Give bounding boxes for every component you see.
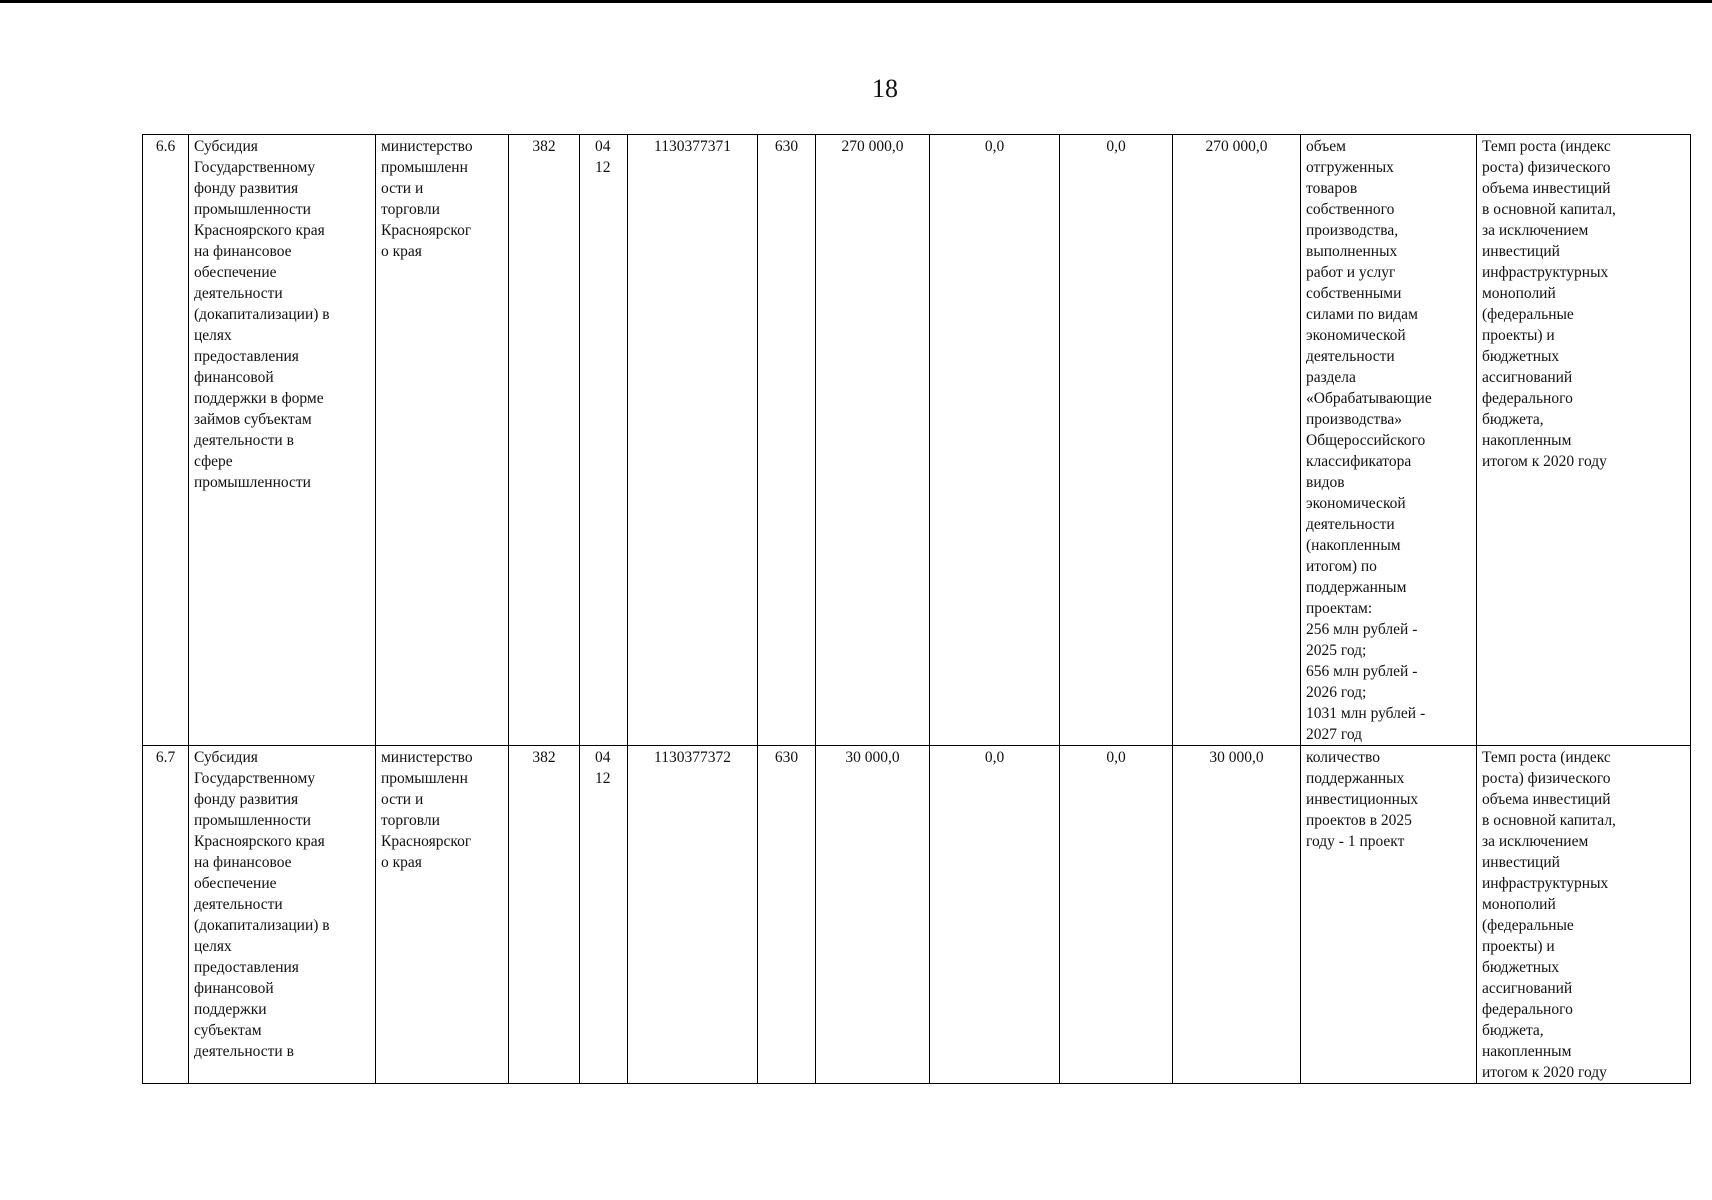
cell-text-line: итогом к 2020 году — [1482, 1064, 1607, 1081]
responsible-agency — [376, 746, 509, 1084]
cell-text-line: Государственному — [194, 159, 316, 176]
cell-text-line: Темп роста (индекс — [1482, 138, 1611, 155]
cell-text-line: Субсидия — [194, 749, 258, 766]
cell-text-line: Общероссийского — [1306, 432, 1426, 449]
cell-text-line: промышленн — [381, 770, 468, 787]
row-number: 6.7 — [143, 746, 189, 1084]
cell-text-line: в основной капитал, — [1482, 812, 1616, 829]
cell-text-line: раздела — [1306, 369, 1356, 386]
cell-text-line: промышленн — [381, 159, 468, 176]
section-code — [580, 135, 628, 746]
cell-text-line: инвестиций — [1482, 243, 1560, 260]
cell-text-line: объема инвестиций — [1482, 791, 1611, 808]
cell-text-line: объем — [1306, 138, 1346, 155]
table-row — [143, 135, 1691, 746]
cell-text-line: промышленности — [194, 474, 311, 491]
cell-text-line: проектам: — [1306, 600, 1373, 617]
table-row — [143, 746, 1691, 1084]
cell-text-line: за исключением — [1482, 833, 1589, 850]
target-indicator — [1477, 746, 1691, 1084]
amount-2026: 0,0 — [930, 746, 1060, 1084]
cell-text-line: инфраструктурных — [1482, 875, 1609, 892]
cell-text-line: 04 — [595, 138, 611, 155]
cell-text-line: сфере — [194, 453, 233, 470]
cell-text-line: 12 — [595, 159, 611, 176]
cell-text-line: деятельности в — [194, 432, 294, 449]
cell-text-line: «Обрабатывающие — [1306, 390, 1432, 407]
cell-text-line: предоставления — [194, 959, 299, 976]
cell-text-line: бюджета, — [1482, 411, 1544, 428]
cell-text-line: министерство — [381, 749, 473, 766]
cell-text-line: 656 млн рублей - — [1306, 663, 1418, 680]
cell-text-line: целях — [194, 938, 232, 955]
cell-text-line: бюджета, — [1482, 1022, 1544, 1039]
cell-text-line: деятельности — [194, 285, 283, 302]
cell-text-line: промышленности — [194, 812, 311, 829]
cell-text-line: экономической — [1306, 495, 1406, 512]
cell-text-line: году - 1 проект — [1306, 833, 1405, 850]
expected-result — [1301, 746, 1477, 1084]
cell-text-line: субъектам — [194, 1022, 262, 1039]
amount-2027: 0,0 — [1060, 135, 1173, 746]
cell-text-line: 256 млн рублей - — [1306, 621, 1418, 638]
cell-text-line: Красноярског — [381, 833, 472, 850]
row-number: 6.6 — [143, 135, 189, 746]
cell-text-line: 2025 год; — [1306, 642, 1367, 659]
amount-2026: 0,0 — [930, 135, 1060, 746]
measure-name — [189, 746, 376, 1084]
responsible-agency — [376, 135, 509, 746]
cell-text-line: финансовой — [194, 980, 274, 997]
cell-text-line: (докапитализации) в — [194, 917, 330, 934]
target-article-code: 1130377372 — [628, 746, 758, 1084]
cell-text-line: деятельности — [194, 896, 283, 913]
amount-period-total: 30 000,0 — [1173, 746, 1301, 1084]
cell-text-line: монополий — [1482, 285, 1556, 302]
cell-text-line: обеспечение — [194, 264, 277, 281]
cell-text-line: видов — [1306, 474, 1345, 491]
amount-2027: 0,0 — [1060, 746, 1173, 1084]
cell-text-line: федерального — [1482, 1001, 1573, 1018]
cell-text-line: поддержанным — [1306, 579, 1407, 596]
cell-text-line: проектов в 2025 — [1306, 812, 1412, 829]
cell-text-line: бюджетных — [1482, 348, 1560, 365]
cell-text-line: собственными — [1306, 285, 1402, 302]
cell-text-line: производства» — [1306, 411, 1403, 428]
cell-text-line: Красноярского края — [194, 833, 325, 850]
cell-text-line: Субсидия — [194, 138, 258, 155]
cell-text-line: (федеральные — [1482, 917, 1574, 934]
cell-text-line: поддержанных — [1306, 770, 1405, 787]
cell-text-line: монополий — [1482, 896, 1556, 913]
cell-text-line: 2027 год — [1306, 726, 1363, 743]
cell-text-line: торговли — [381, 812, 440, 829]
cell-text-line: фонду развития — [194, 791, 299, 808]
cell-text-line: поддержки — [194, 1001, 267, 1018]
cell-text-line: в основной капитал, — [1482, 201, 1616, 218]
cell-text-line: целях — [194, 327, 232, 344]
cell-text-line: (федеральные — [1482, 306, 1574, 323]
cell-text-line: экономической — [1306, 327, 1406, 344]
target-indicator — [1477, 135, 1691, 746]
expense-type-code: 630 — [758, 746, 816, 1084]
cell-text-line: итогом) по — [1306, 558, 1377, 575]
cell-text-line: собственного — [1306, 201, 1395, 218]
grbs-code: 382 — [509, 135, 580, 746]
cell-text-line: проекты) и — [1482, 938, 1555, 955]
cell-text-line: накопленным — [1482, 1043, 1572, 1060]
cell-text-line: количество — [1306, 749, 1380, 766]
page-number: 18 — [872, 74, 898, 103]
cell-text-line: 04 — [595, 749, 611, 766]
cell-text-line: деятельности — [1306, 348, 1395, 365]
cell-text-line: ости и — [381, 791, 424, 808]
cell-text-line: обеспечение — [194, 875, 277, 892]
cell-text-line: финансовой — [194, 369, 274, 386]
expected-result — [1301, 135, 1477, 746]
cell-text-line: объема инвестиций — [1482, 180, 1611, 197]
cell-text-line: Красноярского края — [194, 222, 325, 239]
grbs-code: 382 — [509, 746, 580, 1084]
cell-text-line: займов субъектам — [194, 411, 312, 428]
cell-text-line: 1031 млн рублей - — [1306, 705, 1426, 722]
cell-text-line: накопленным — [1482, 432, 1572, 449]
top-border-line — [0, 0, 1712, 3]
cell-text-line: фонду развития — [194, 180, 299, 197]
amount-2025: 30 000,0 — [816, 746, 930, 1084]
cell-text-line: бюджетных — [1482, 959, 1560, 976]
cell-text-line: деятельности в — [194, 1043, 294, 1060]
cell-text-line: предоставления — [194, 348, 299, 365]
cell-text-line: торговли — [381, 201, 440, 218]
amount-2025: 270 000,0 — [816, 135, 930, 746]
cell-text-line: (докапитализации) в — [194, 306, 330, 323]
cell-text-line: роста) физического — [1482, 159, 1611, 176]
cell-text-line: на финансовое — [194, 854, 292, 871]
measure-name — [189, 135, 376, 746]
cell-text-line: федерального — [1482, 390, 1573, 407]
cell-text-line: о края — [381, 854, 422, 871]
cell-text-line: выполненных — [1306, 243, 1398, 260]
cell-text-line: деятельности — [1306, 516, 1395, 533]
cell-text-line: 12 — [595, 770, 611, 787]
cell-text-line: ости и — [381, 180, 424, 197]
cell-text-line: роста) физического — [1482, 770, 1611, 787]
cell-text-line: за исключением — [1482, 222, 1589, 239]
cell-text-line: отгруженных — [1306, 159, 1394, 176]
cell-text-line: Красноярског — [381, 222, 472, 239]
target-article-code: 1130377371 — [628, 135, 758, 746]
cell-text-line: (накопленным — [1306, 537, 1401, 554]
cell-text-line: работ и услуг — [1306, 264, 1396, 281]
cell-text-line: на финансовое — [194, 243, 292, 260]
expense-type-code: 630 — [758, 135, 816, 746]
cell-text-line: Государственному — [194, 770, 316, 787]
cell-text-line: ассигнований — [1482, 980, 1573, 997]
cell-text-line: инвестиционных — [1306, 791, 1419, 808]
cell-text-line: ассигнований — [1482, 369, 1573, 386]
cell-text-line: товаров — [1306, 180, 1358, 197]
cell-text-line: инвестиций — [1482, 854, 1560, 871]
cell-text-line: министерство — [381, 138, 473, 155]
cell-text-line: Темп роста (индекс — [1482, 749, 1611, 766]
cell-text-line: силами по видам — [1306, 306, 1418, 323]
cell-text-line: 2026 год; — [1306, 684, 1367, 701]
cell-text-line: промышленности — [194, 201, 311, 218]
cell-text-line: итогом к 2020 году — [1482, 453, 1607, 470]
cell-text-line: проекты) и — [1482, 327, 1555, 344]
cell-text-line: классификатора — [1306, 453, 1412, 470]
cell-text-line: поддержки в форме — [194, 390, 324, 407]
budget-table — [142, 134, 1691, 1084]
cell-text-line: производства, — [1306, 222, 1399, 239]
section-code — [580, 746, 628, 1084]
amount-period-total: 270 000,0 — [1173, 135, 1301, 746]
cell-text-line: инфраструктурных — [1482, 264, 1609, 281]
cell-text-line: о края — [381, 243, 422, 260]
